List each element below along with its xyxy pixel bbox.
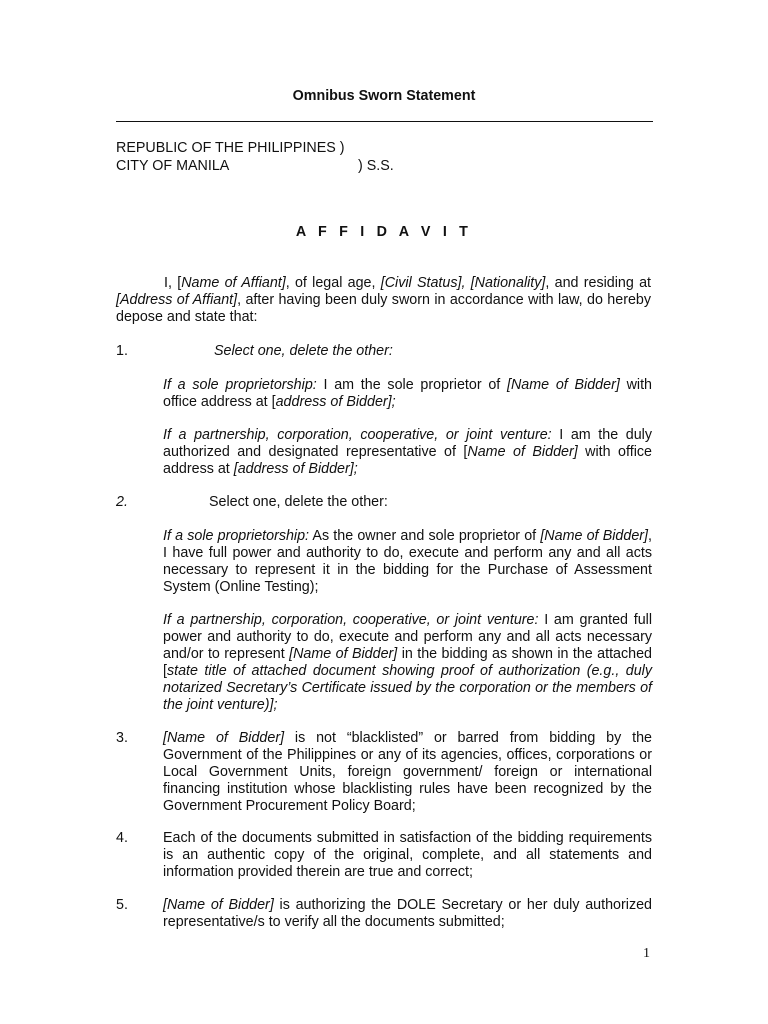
- item-1b-paragraph: If a partnership, corporation, cooperative, or joint venture: I am the duly authorized and designated representative of [Name of Bidder] with office address at [address of Bidder];: [163, 427, 653, 477]
- venue-line-2-left: CITY OF MANILA: [116, 158, 230, 174]
- item-3-paragraph: [Name of Bidder] is not “blacklisted” or barred from bidding by the Government of the Philippines or any of its agencies, offices, corporations or Local Government Units, foreign government/ foreign or international financing institution whose blacklisting rules have been recognized by the Government Procurement Policy Board;: [163, 730, 652, 814]
- item-2a-paragraph: If a sole proprietorship: As the owner and sole proprietor of [Name of Bidder], I have full power and authority to do, execute and perform any and all acts necessary to represent it in the bidding for the Purchase of Assessment System (Online Testing);: [163, 528, 652, 595]
- item-1-instruction: Select one, delete the other:: [214, 343, 393, 359]
- venue-line-2-right: ) S.S.: [358, 158, 394, 174]
- item-2-number: 2.: [116, 494, 128, 510]
- item-1a-paragraph: If a sole proprietorship: I am the sole proprietor of [Name of Bidder] with office address at [address of Bidder];: [163, 377, 652, 410]
- item-5-paragraph: [Name of Bidder] is authorizing the DOLE Secretary or her duly authorized representative/s to verify all the documents submitted;: [163, 897, 652, 930]
- item-5-number: 5.: [116, 897, 128, 913]
- page-number: 1: [643, 946, 650, 961]
- item-4-number: 4.: [116, 830, 128, 846]
- title-rule: [116, 121, 653, 122]
- item-2-instruction: Select one, delete the other:: [209, 494, 388, 510]
- item-3-number: 3.: [116, 730, 128, 746]
- item-1-number: 1.: [116, 343, 128, 359]
- item-2b-paragraph: If a partnership, corporation, cooperative, or joint venture: I am granted full power and authority to do, execute and perform any and all acts necessary and/or to represent [Name of Bidder] in the bidding as shown in the attached [state title of attached document showing proof of authorization (e.g., duly notarized Secretary’s Certificate issued by the corporation or the members of the joint venture)];: [163, 612, 652, 713]
- affidavit-heading: A F F I D A V I T: [295, 224, 473, 240]
- document-title: Omnibus Sworn Statement: [292, 88, 476, 104]
- intro-paragraph: I, [Name of Affiant], of legal age, [Civil Status], [Nationality], and residing at [Address of Affiant], after having been duly sworn in accordance with law, do hereby depose and state that:: [116, 275, 652, 325]
- venue-line-1: REPUBLIC OF THE PHILIPPINES ): [116, 140, 345, 156]
- item-4-paragraph: Each of the documents submitted in satisfaction of the bidding requirements is an authentic copy of the original, complete, and all statements and information provided therein are true and correct;: [163, 830, 652, 880]
